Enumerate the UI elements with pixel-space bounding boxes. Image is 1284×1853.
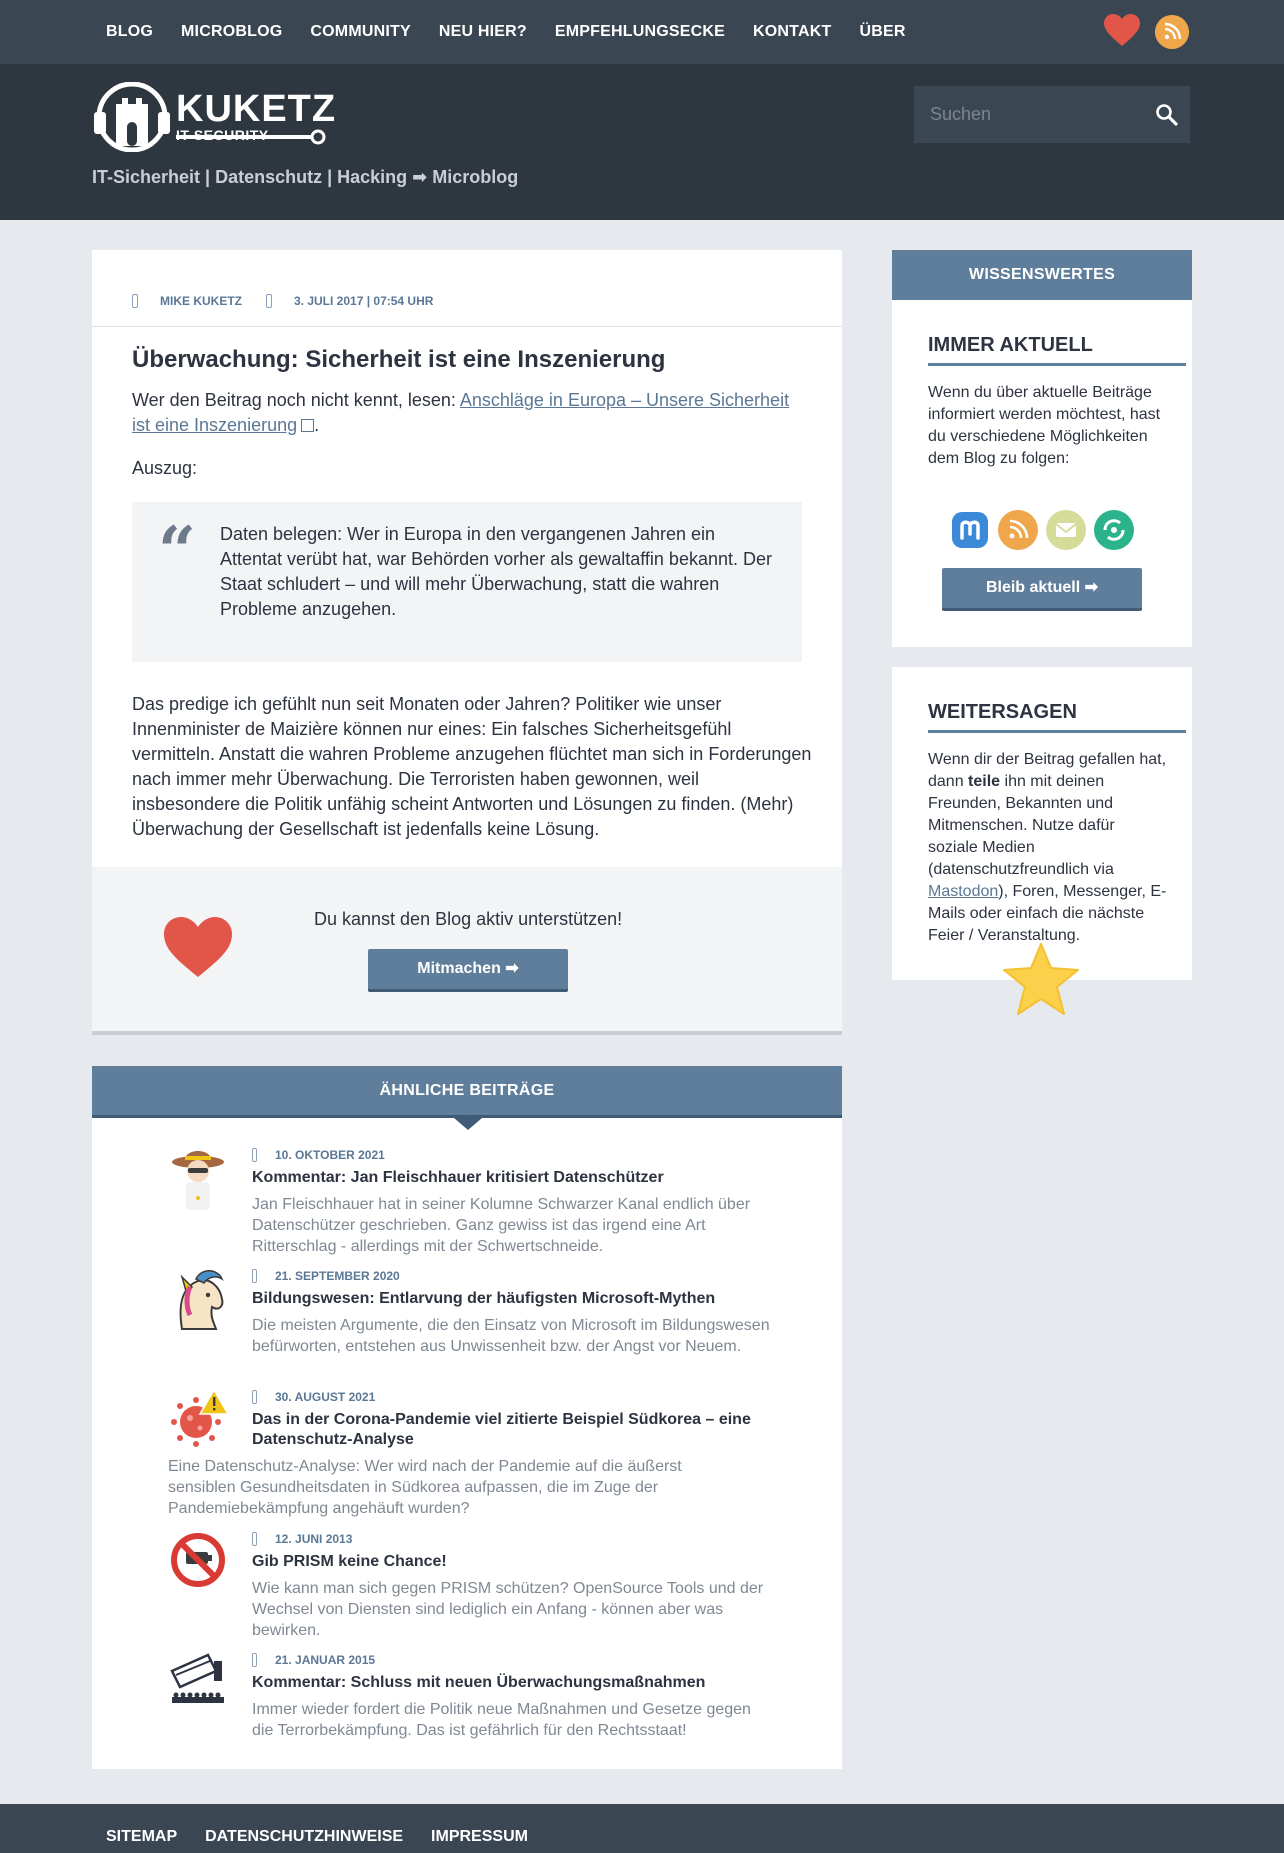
calendar-icon — [252, 1532, 257, 1546]
excerpt-label: Auszug: — [132, 458, 198, 478]
star-icon — [1002, 942, 1080, 1016]
cctv-camera-icon — [168, 1649, 228, 1717]
date-text: 30. AUGUST 2021 — [275, 1390, 376, 1404]
post-title[interactable]: Kommentar: Schluss mit neuen Überwachungsmaßnahmen — [252, 1674, 706, 1691]
sidebar-card-aktuell — [892, 300, 1192, 647]
calendar-icon — [266, 294, 272, 308]
quote-icon: “ — [158, 512, 196, 590]
nav-neu-hier[interactable]: NEU HIER? — [438, 23, 527, 40]
card-text — [928, 749, 1168, 947]
text-bold: teile — [968, 773, 1001, 790]
post-description: Wie kann man sich gegen PRISM schützen? OpenSource Tools und der Wechsel von Diensten sind lediglich ein Anfang - können aber was bewirken. — [252, 1580, 764, 1639]
nav-kontakt[interactable]: KONTAKT — [753, 23, 832, 40]
main-menu — [106, 0, 934, 64]
search-icon[interactable] — [1154, 102, 1180, 128]
sidebar-card-weitersagen — [892, 667, 1192, 980]
related-heading: ÄHNLICHE BEITRÄGE — [92, 1066, 842, 1118]
quote-text: Daten belegen: Wer in Europa in den vergangenen Jahren ein Attentat verübt hat, war Behörden vorher als gewaltaffin bekannt. Der Staat schludert – und will mehr Überwachung, statt die wahren Probleme anzugehen. — [220, 524, 772, 619]
search-input[interactable] — [914, 86, 1144, 143]
footer-datenschutz[interactable]: DATENSCHUTZHINWEISE — [205, 1828, 404, 1845]
heart-icon — [164, 917, 232, 979]
post-date — [252, 1653, 375, 1667]
sidebar-heading: WISSENSWERTES — [892, 250, 1192, 300]
intro-link[interactable]: Anschläge in Europa – Unsere Sicherheit ist eine Inszenierung — [132, 390, 790, 435]
logo-subtitle: IT-SECURITY — [176, 127, 269, 143]
text-part: ihn mit deinen Freunden, Bekannten und Mitmenschen. Nutze dafür soziale Medien (datenschutzfreundlich via — [928, 773, 1115, 878]
post-description: Eine Datenschutz-Analyse: Wer wird nach der Pandemie auf die äußerst sensiblen Gesundheitsdaten in Südkorea aufpassen, die im Zuge der Pandemiebekämpfung angehäuft wurden? — [168, 1458, 682, 1517]
post-description: Immer wieder fordert die Politik neue Maßnahmen und Gesetze gegen die Terrorbekämpfung. Das ist gefährlich für den Rechtsstaat! — [252, 1701, 751, 1739]
footer-impressum[interactable]: IMPRESSUM — [431, 1828, 528, 1845]
post-date — [252, 1269, 400, 1283]
post-title[interactable]: Bildungswesen: Entlarvung der häufigsten Microsoft-Mythen — [252, 1290, 716, 1307]
nav-empfehlungsecke[interactable]: EMPFEHLUNGSECKE — [554, 23, 726, 40]
text-part: ), Foren, Messenger, E-Mails oder einfach die nächste Feier / Veranstaltung. — [928, 883, 1167, 944]
bleib-aktuell-button[interactable]: Bleib aktuell ➡ — [942, 568, 1142, 611]
date-text: 21. SEPTEMBER 2020 — [275, 1269, 400, 1283]
calendar-icon — [252, 1653, 257, 1667]
article-date: 3. JULI 2017 | 07:54 UHR — [294, 294, 434, 308]
mail-icon[interactable] — [1046, 510, 1086, 550]
external-link-icon — [301, 419, 314, 432]
mitmachen-button[interactable]: Mitmachen ➡ — [368, 949, 568, 992]
logo-wordmark: KUKETZ — [176, 88, 337, 130]
post-title[interactable]: Gib PRISM keine Chance! — [252, 1553, 447, 1570]
calendar-icon — [252, 1269, 257, 1283]
site-tagline: IT-Sicherheit | Datenschutz | Hacking ➡ Microblog — [92, 167, 519, 187]
footer-sitemap[interactable]: SITEMAP — [106, 1828, 178, 1845]
no-surveillance-icon — [168, 1528, 228, 1596]
text-part: Wenn dir der Beitrag gefallen hat, dann — [928, 751, 1167, 790]
date-text: 12. JUNI 2013 — [275, 1532, 353, 1546]
post-date — [252, 1532, 352, 1546]
rss-icon[interactable] — [998, 510, 1038, 550]
blockquote — [132, 502, 802, 662]
social-icons — [950, 510, 1134, 550]
heart-icon[interactable] — [1104, 14, 1140, 48]
search-box — [914, 86, 1190, 143]
support-box — [92, 867, 842, 1035]
card-text: Wenn du über aktuelle Beiträge informiert werden möchtest, hast du verschiedene Möglichkeiten dem Blog zu folgen: — [928, 384, 1161, 467]
nav-community[interactable]: COMMUNITY — [310, 23, 411, 40]
spy-icon — [168, 1144, 228, 1212]
related-posts — [92, 1066, 842, 1769]
top-navigation — [0, 0, 1284, 64]
heading-arrow — [454, 1118, 482, 1130]
post-title[interactable]: Kommentar: Jan Fleischhauer kritisiert Datenschützer — [252, 1169, 664, 1186]
intro-text: Wer den Beitrag noch nicht kennt, lesen: — [132, 390, 460, 410]
card-title: IMMER AKTUELL — [928, 334, 1186, 366]
calendar-icon — [252, 1390, 257, 1404]
mastodon-link[interactable]: Mastodon — [928, 883, 999, 900]
date-text: 21. JANUAR 2015 — [275, 1653, 376, 1667]
rss-icon[interactable] — [1155, 15, 1189, 49]
article-meta — [132, 294, 457, 308]
calendar-icon — [252, 1148, 257, 1162]
article-author[interactable]: MIKE KUKETZ — [160, 294, 242, 308]
post-date — [252, 1390, 375, 1404]
divider — [92, 326, 842, 327]
post-date — [252, 1148, 385, 1162]
site-footer — [0, 1804, 1284, 1853]
footer-menu — [106, 1804, 556, 1853]
article-body: Das predige ich gefühlt nun seit Monaten oder Jahren? Politiker wie unser Innenminister de Maizière können nur eines: Ein falsches Sicherheitsgefühl vermitteln. Anstatt die wahren Probleme anzugehen flüchtet man sich in Forderungen nach immer mehr Überwachung. Die Terroristen haben gewonnen, weil insbesondere die Politik unfähig scheint Antworten und Lösungen zu finden. (Mehr) Überwachung der Gesellschaft ist jedenfalls keine Lösung. — [132, 694, 812, 839]
matrix-icon[interactable] — [1094, 510, 1134, 550]
article-intro: Wer den Beitrag noch nicht kennt, lesen: Anschläge in Europa – Unsere Sicherheit ist eine Inszenierung . — [132, 390, 790, 435]
post-description: Jan Fleischhauer hat in seiner Kolumne Schwarzer Kanal endlich über Datenschützer geschrieben. Ganz gewiss ist das irgend eine Art Ritterschlag - allerdings mit der Schwertschneide. — [252, 1196, 751, 1255]
nav-blog[interactable]: BLOG — [106, 23, 154, 40]
article-title: Überwachung: Sicherheit ist eine Inszenierung — [132, 346, 666, 373]
date-text: 10. OKTOBER 2021 — [275, 1148, 385, 1162]
unicorn-icon — [168, 1265, 228, 1333]
nav-microblog[interactable]: MICROBLOG — [181, 23, 283, 40]
post-description: Die meisten Argumente, die den Einsatz von Microsoft im Bildungswesen befürworten, entstehen aus Unwissenheit bzw. der Angst vor Neuem. — [252, 1317, 770, 1355]
article-card — [92, 250, 842, 1035]
support-text: Du kannst den Blog aktiv unterstützen! — [314, 909, 623, 929]
post-title[interactable]: Das in der Corona-Pandemie viel zitierte Beispiel Südkorea – eine Datenschutz-Analyse — [252, 1411, 751, 1448]
card-title: WEITERSAGEN — [928, 701, 1186, 733]
nav-ueber[interactable]: ÜBER — [859, 23, 906, 40]
virus-warning-icon — [168, 1386, 228, 1454]
user-icon — [132, 294, 138, 308]
mastodon-icon[interactable] — [950, 510, 990, 550]
